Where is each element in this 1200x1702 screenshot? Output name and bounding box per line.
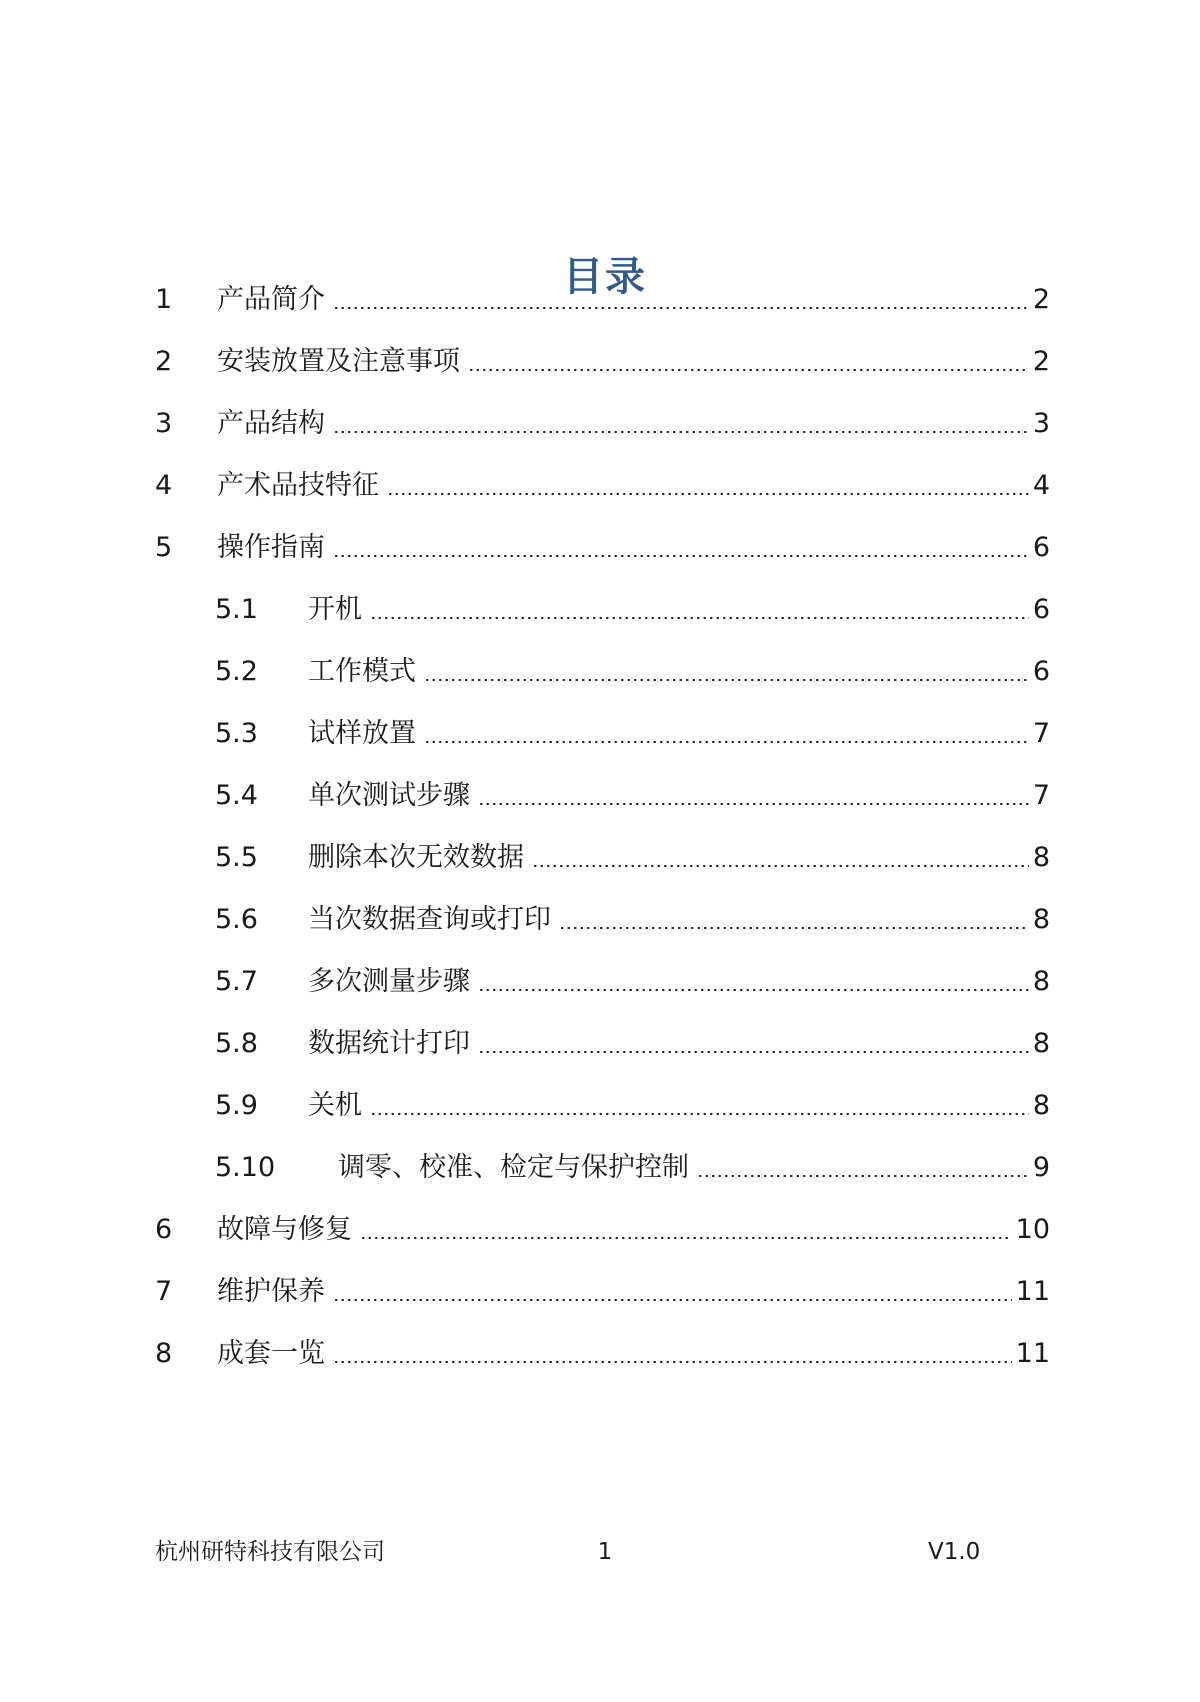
toc-entry-number: 8	[155, 1338, 173, 1369]
toc-entry-page: 8	[1032, 966, 1050, 997]
toc-entry-number: 5.6	[215, 904, 258, 935]
toc-dot-leader	[559, 927, 1029, 929]
toc-dot-leader	[370, 617, 1029, 619]
toc-dot-leader	[360, 1237, 1012, 1239]
toc-entry-page: 7	[1032, 780, 1050, 811]
toc-entry-number: 5.4	[215, 780, 258, 811]
toc-entry-page: 4	[1032, 470, 1050, 501]
toc-entry-6[interactable]	[155, 1210, 1050, 1250]
toc-entry-page: 2	[1032, 346, 1050, 377]
toc-entry-number: 5.9	[215, 1090, 258, 1121]
toc-dot-leader	[478, 989, 1029, 991]
toc-entry-5-5[interactable]	[215, 838, 1050, 878]
toc-entry-page: 6	[1032, 656, 1050, 687]
toc-entry-label: 产品结构	[217, 408, 325, 439]
toc-dot-leader	[478, 1051, 1029, 1053]
toc-entry-page: 8	[1032, 904, 1050, 935]
toc-entry-label: 删除本次无效数据	[308, 842, 524, 873]
toc-entry-5-4[interactable]	[215, 776, 1050, 816]
toc-dot-leader	[697, 1175, 1029, 1177]
toc-dot-leader	[468, 369, 1029, 371]
toc-entry-label: 安装放置及注意事项	[217, 346, 460, 377]
toc-entry-8[interactable]	[155, 1334, 1050, 1374]
toc-dot-leader	[370, 1113, 1029, 1115]
toc-entry-page: 6	[1032, 532, 1050, 563]
toc-entry-label: 关机	[308, 1090, 362, 1121]
toc-entry-label: 试样放置	[308, 718, 416, 749]
toc-entry-number: 1	[155, 284, 173, 315]
toc-entry-label: 成套一览	[217, 1338, 325, 1369]
toc-entry-5-2[interactable]	[215, 652, 1050, 692]
toc-entry-number: 5.10	[215, 1152, 276, 1183]
toc-entry-label: 多次测量步骤	[308, 966, 470, 997]
toc-entry-page: 11	[1015, 1276, 1050, 1307]
toc-entry-number: 3	[155, 408, 173, 439]
toc-entry-number: 5.7	[215, 966, 258, 997]
toc-entry-page: 3	[1032, 408, 1050, 439]
toc-dot-leader	[532, 865, 1029, 867]
toc-entry-2[interactable]	[155, 342, 1050, 382]
toc-entry-5-6[interactable]	[215, 900, 1050, 940]
toc-entry-5-7[interactable]	[215, 962, 1050, 1002]
toc-entry-number: 4	[155, 470, 173, 501]
footer-company: 杭州研特科技有限公司	[155, 1539, 385, 1565]
toc-entry-label: 产术品技特征	[217, 470, 379, 501]
toc-entry-page: 8	[1032, 842, 1050, 873]
page-footer	[0, 1535, 1200, 1569]
toc-entry-page: 11	[1015, 1338, 1050, 1369]
toc-dot-leader	[333, 1299, 1012, 1301]
toc-entry-label: 单次测试步骤	[308, 780, 470, 811]
toc-entry-5-10[interactable]	[215, 1148, 1050, 1188]
toc-entry-5-8[interactable]	[215, 1024, 1050, 1064]
toc-entry-number: 5	[155, 532, 173, 563]
toc-entry-number: 5.3	[215, 718, 258, 749]
toc-entry-5-1[interactable]	[215, 590, 1050, 630]
toc-entry-3[interactable]	[155, 404, 1050, 444]
toc-title: 目录	[563, 253, 647, 300]
footer-page-number: 1	[597, 1539, 613, 1565]
toc-entry-label: 工作模式	[308, 656, 416, 687]
toc-entry-page: 10	[1015, 1214, 1050, 1245]
toc-entry-number: 6	[155, 1214, 173, 1245]
toc-entry-number: 7	[155, 1276, 173, 1307]
toc-dot-leader	[478, 803, 1029, 805]
toc-entry-label: 开机	[308, 594, 362, 625]
toc-entry-page: 2	[1032, 284, 1050, 315]
toc-entry-label: 故障与修复	[217, 1214, 352, 1245]
toc-dot-leader	[387, 493, 1029, 495]
toc-entry-5[interactable]	[155, 528, 1050, 568]
toc-dot-leader	[333, 431, 1029, 433]
toc-entry-label: 调零、校准、检定与保护控制	[338, 1152, 689, 1183]
toc-entry-number: 5.1	[215, 594, 258, 625]
toc-dot-leader	[424, 679, 1029, 681]
toc-entry-number: 5.5	[215, 842, 258, 873]
toc-entry-page: 8	[1032, 1028, 1050, 1059]
toc-entry-7[interactable]	[155, 1272, 1050, 1312]
toc-entry-5-9[interactable]	[215, 1086, 1050, 1126]
toc-dot-leader	[333, 307, 1029, 309]
toc-entry-number: 5.8	[215, 1028, 258, 1059]
toc-entry-label: 数据统计打印	[308, 1028, 470, 1059]
toc-dot-leader	[424, 741, 1029, 743]
toc-entry-number: 2	[155, 346, 173, 377]
toc-entry-label: 产品简介	[217, 284, 325, 315]
toc-dot-leader	[333, 555, 1029, 557]
toc-entry-5-3[interactable]	[215, 714, 1050, 754]
toc-entry-4[interactable]	[155, 466, 1050, 506]
toc-entry-label: 维护保养	[217, 1276, 325, 1307]
toc-entry-1[interactable]	[155, 280, 1050, 320]
toc-entry-number: 5.2	[215, 656, 258, 687]
toc-entry-page: 9	[1032, 1152, 1050, 1183]
toc-entry-page: 8	[1032, 1090, 1050, 1121]
toc-entry-page: 6	[1032, 594, 1050, 625]
toc-entry-page: 7	[1032, 718, 1050, 749]
toc-dot-leader	[333, 1361, 1012, 1363]
toc-entry-label: 当次数据查询或打印	[308, 904, 551, 935]
toc-entry-label: 操作指南	[217, 532, 325, 563]
footer-version: V1.0	[928, 1539, 981, 1565]
